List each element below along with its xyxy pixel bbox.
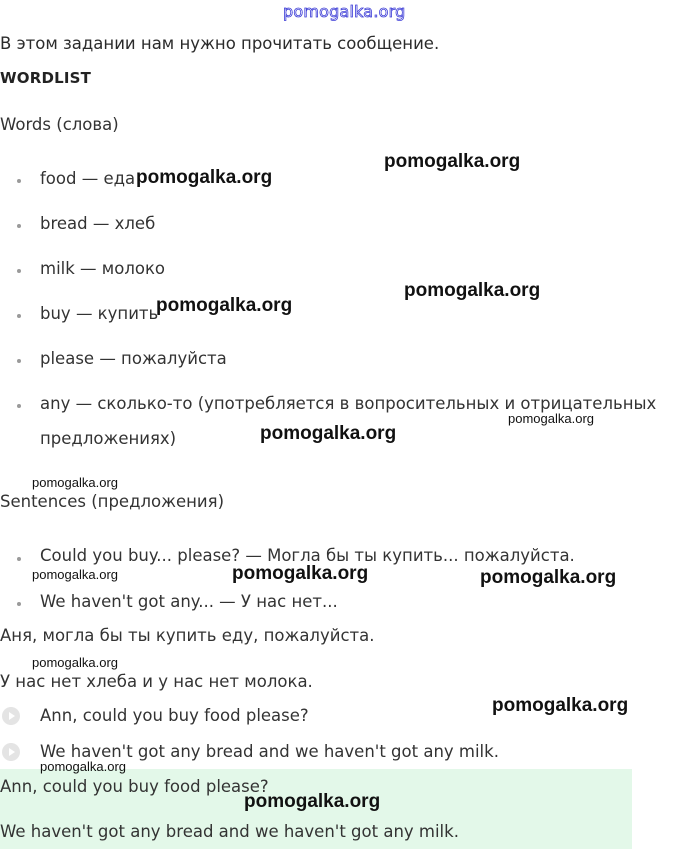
list-item: buy — купить (40, 304, 159, 323)
list-item: milk — молоко (40, 259, 166, 278)
audio-line: Ann, could you buy food please? (40, 706, 309, 725)
play-icon[interactable] (2, 707, 20, 725)
list-item: Could you buy... please? — Могла бы ты купить... пожалуйста. (40, 546, 575, 565)
list-item-continuation: предложениях) (40, 429, 177, 448)
watermark: pomogalka.org (32, 567, 118, 582)
bullet-icon (17, 179, 21, 183)
bullet-icon (17, 224, 21, 228)
intro-text: В этом задании нам нужно прочитать сообщение. (0, 34, 440, 53)
watermark-top: pomogalka.org (283, 2, 406, 21)
watermark: pomogalka.org (404, 280, 541, 301)
watermark: pomogalka.org (32, 655, 118, 670)
watermark: pomogalka.org (260, 423, 397, 444)
list-item: We haven't got any... — У нас нет... (40, 592, 338, 611)
watermark: pomogalka.org (508, 411, 594, 426)
list-item: please — пожалуйста (40, 349, 227, 368)
words-heading: Words (слова) (0, 115, 119, 134)
wordlist-title: WORDLIST (0, 69, 92, 87)
watermark: pomogalka.org (156, 295, 293, 316)
watermark: pomogalka.org (480, 567, 617, 588)
bullet-icon (17, 359, 21, 363)
bullet-icon (17, 404, 21, 408)
bullet-icon (17, 314, 21, 318)
list-item: food — еда (40, 169, 136, 188)
translation-line: Аня, могла бы ты купить еду, пожалуйста. (0, 626, 375, 645)
sentences-heading: Sentences (предложения) (0, 492, 225, 511)
play-icon[interactable] (2, 743, 20, 761)
watermark: pomogalka.org (244, 791, 381, 812)
bullet-icon (17, 602, 21, 606)
watermark: pomogalka.org (492, 695, 629, 716)
watermark: pomogalka.org (384, 151, 521, 172)
answer-line: We haven't got any bread and we haven't got any milk. (0, 822, 459, 841)
audio-line: We haven't got any bread and we haven't got any milk. (40, 742, 499, 761)
list-item: bread — хлеб (40, 214, 156, 233)
watermark: pomogalka.org (136, 167, 273, 188)
watermark: pomogalka.org (40, 759, 126, 774)
list-item: any — сколько-то (употребляется в вопросительных и отрицательных (40, 394, 657, 413)
watermark: pomogalka.org (232, 563, 369, 584)
answer-line: Ann, could you buy food please? (0, 777, 269, 796)
translation-line: У нас нет хлеба и у нас нет молока. (0, 672, 313, 691)
bullet-icon (17, 557, 21, 561)
bullet-icon (17, 269, 21, 273)
watermark: pomogalka.org (32, 475, 118, 490)
